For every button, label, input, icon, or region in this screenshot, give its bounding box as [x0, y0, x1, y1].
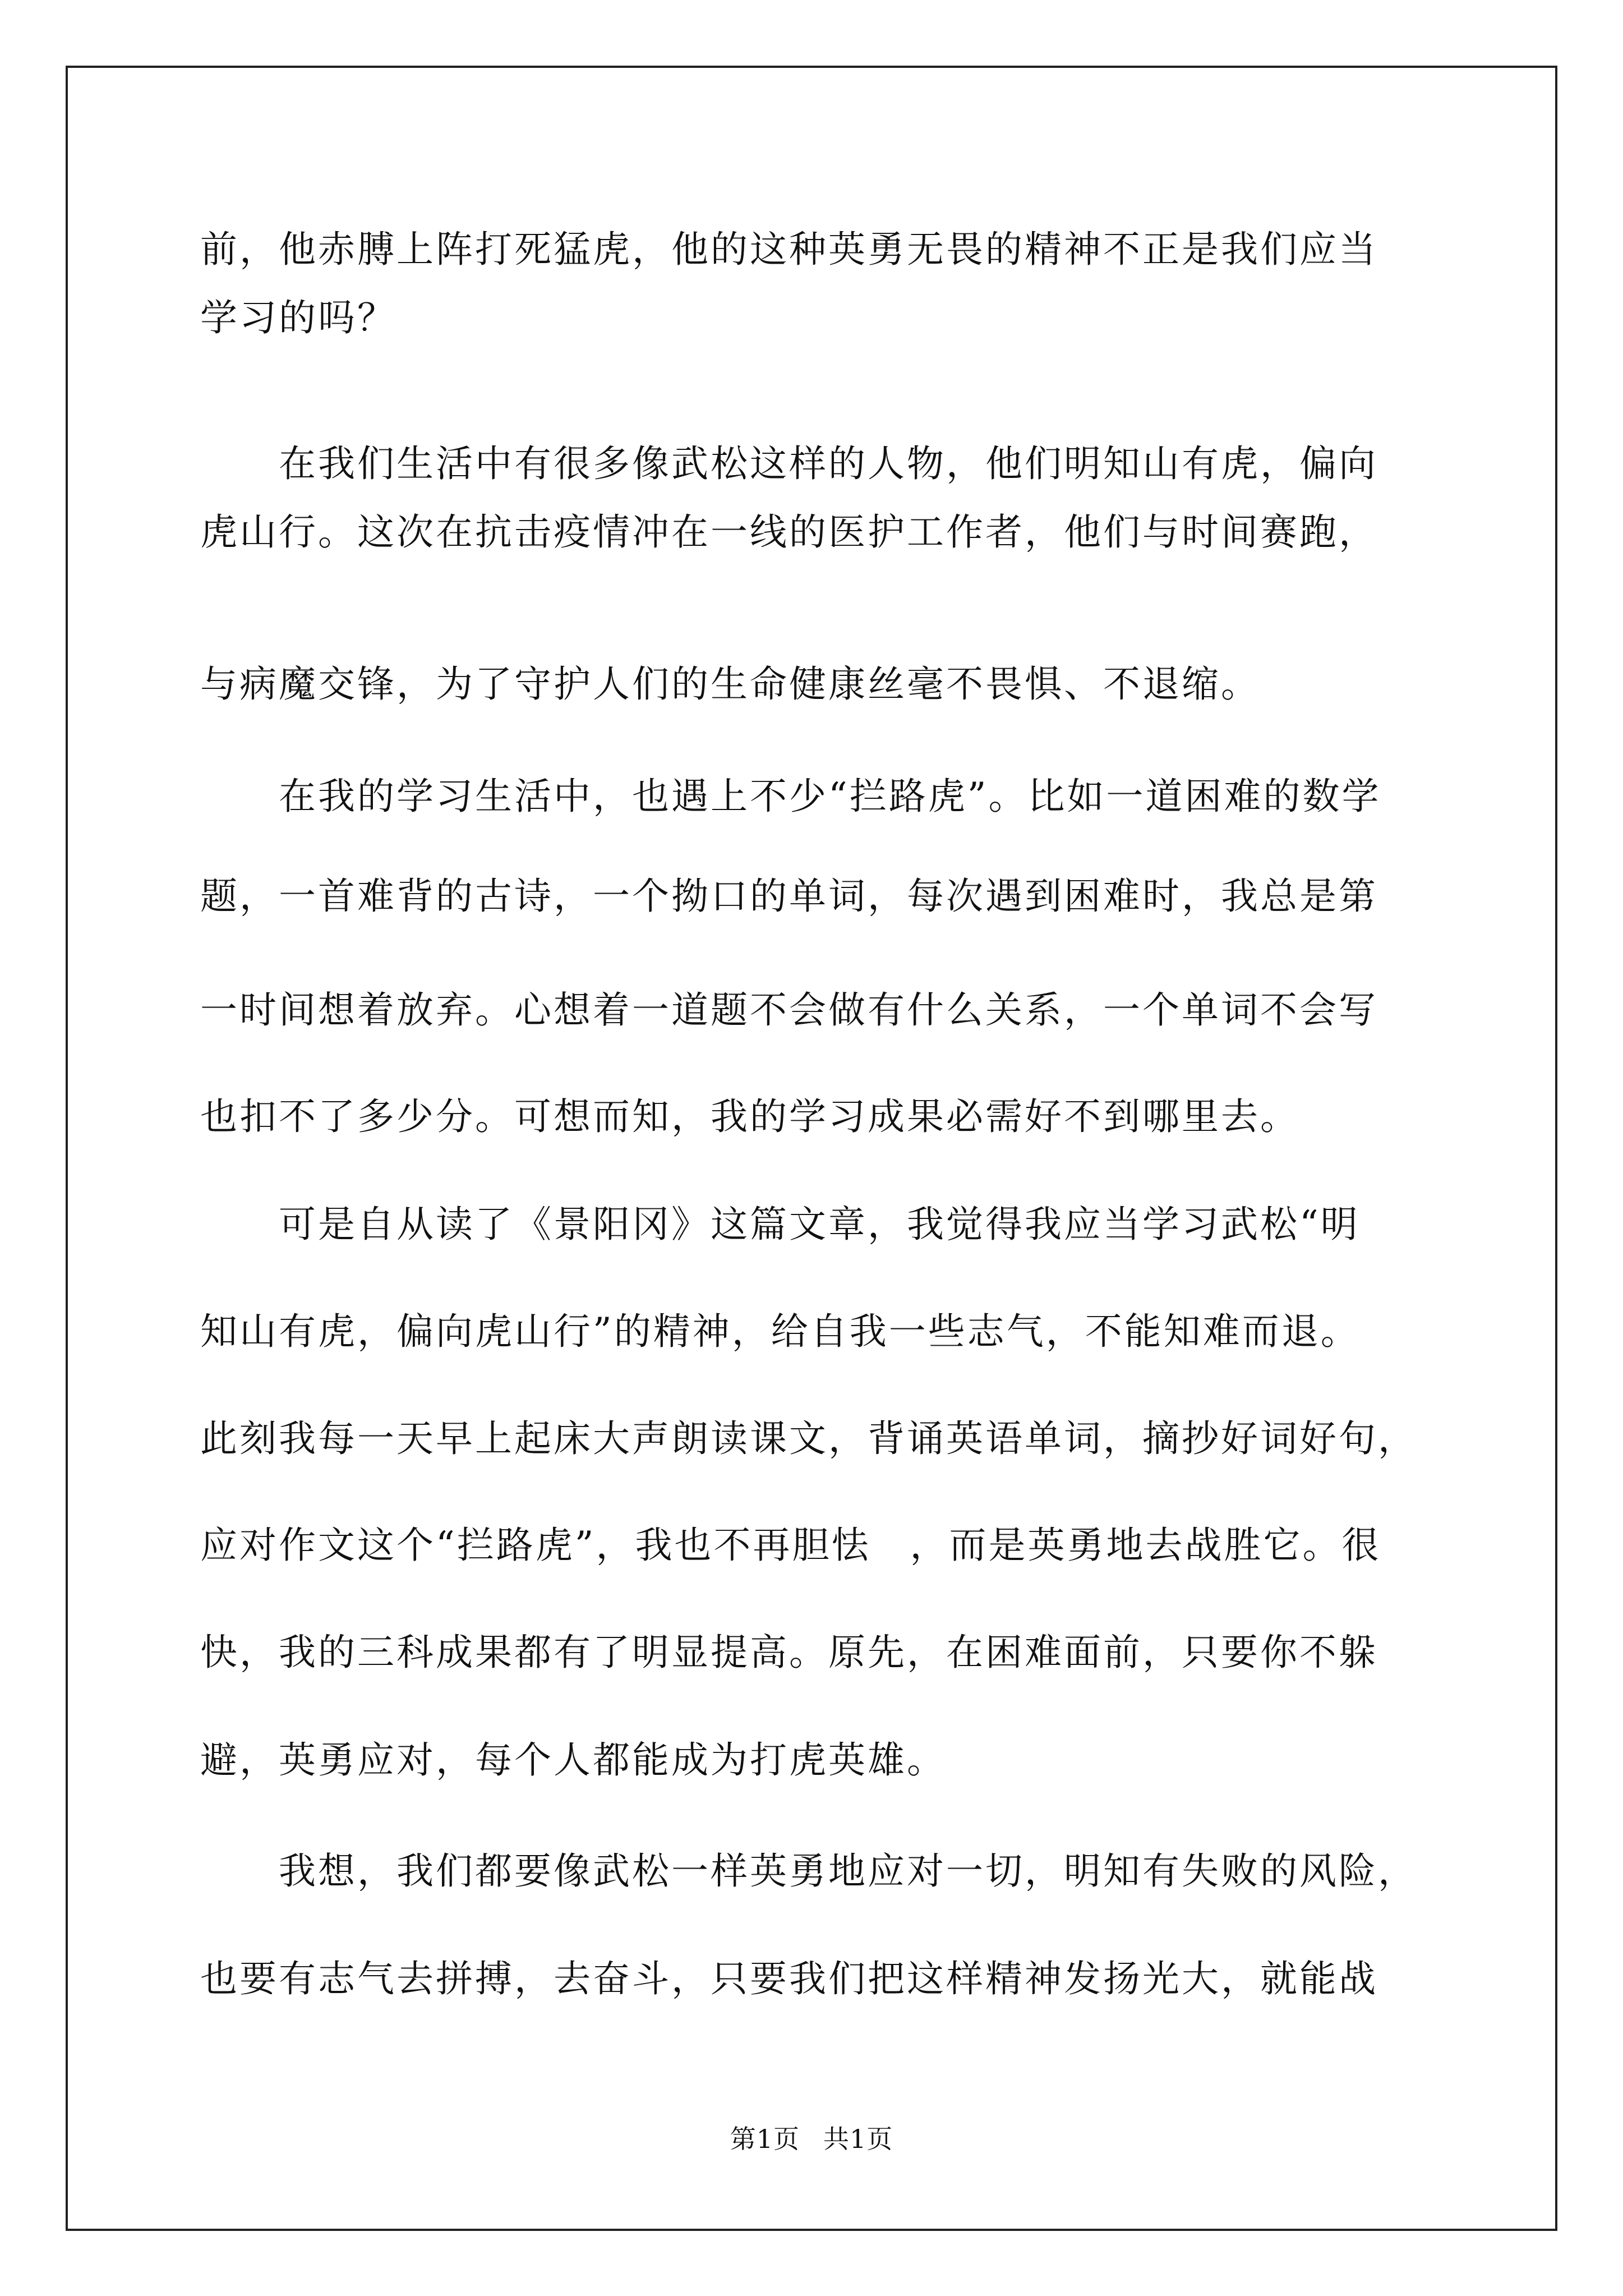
text-line: 在我们生活中有很多像武松这样的人物，他们明知山有虎，偏向 [200, 442, 1378, 485]
text-line: 也扣不了多少分。可想而知，我的学习成果必需好不到哪里去。 [200, 1095, 1299, 1138]
text-line: 学习的吗？ [200, 296, 396, 339]
text-line: 与病魔交锋，为了守护人们的生命健康丝毫不畏惧、不退缩。 [200, 662, 1260, 706]
page-number: 第1页 [730, 2124, 800, 2154]
page-total: 共1页 [823, 2124, 893, 2154]
text-line: 一时间想着放弃。心想着一道题不会做有什么关系，一个单词不会写 [200, 988, 1378, 1032]
text-line: 题，一首难背的古诗，一个拗口的单词，每次遇到困难时，我总是第 [200, 875, 1378, 918]
text-line: 快，我的三科成果都有了明显提高。原先，在困难面前，只要你不躲 [200, 1631, 1378, 1674]
page-footer [0, 2126, 1623, 2152]
text-line: 在我的学习生活中，也遇上不少“拦路虎”。比如一道困难的数学 [200, 775, 1381, 818]
text-line: 知山有虎，偏向虎山行”的精神，给自我一些志气，不能知难而退。 [200, 1310, 1360, 1353]
text-line: 虎山行。这次在抗击疫情冲在一线的医护工作者，他们与时间赛跑， [200, 510, 1378, 554]
text-line: 避，英勇应对，每个人都能成为打虎英雄。 [200, 1738, 946, 1782]
text-line: 可是自从读了《景阳冈》这篇文章，我觉得我应当学习武松“明 [200, 1203, 1360, 1246]
text-line: 此刻我每一天早上起床大声朗读课文，背诵英语单词，摘抄好词好句， [200, 1417, 1417, 1460]
text-line: 也要有志气去拼搏，去奋斗，只要我们把这样精神发扬光大，就能战 [200, 1957, 1378, 2000]
text-line: 我想，我们都要像武松一样英勇地应对一切，明知有失败的风险， [200, 1849, 1417, 1893]
page-border [66, 66, 1557, 2231]
text-line: 应对作文这个“拦路虎”，我也不再胆怯 ，而是英勇地去战胜它。很 [200, 1524, 1381, 1567]
text-line: 前，他赤膊上阵打死猛虎，他的这种英勇无畏的精神不正是我们应当 [200, 228, 1378, 271]
